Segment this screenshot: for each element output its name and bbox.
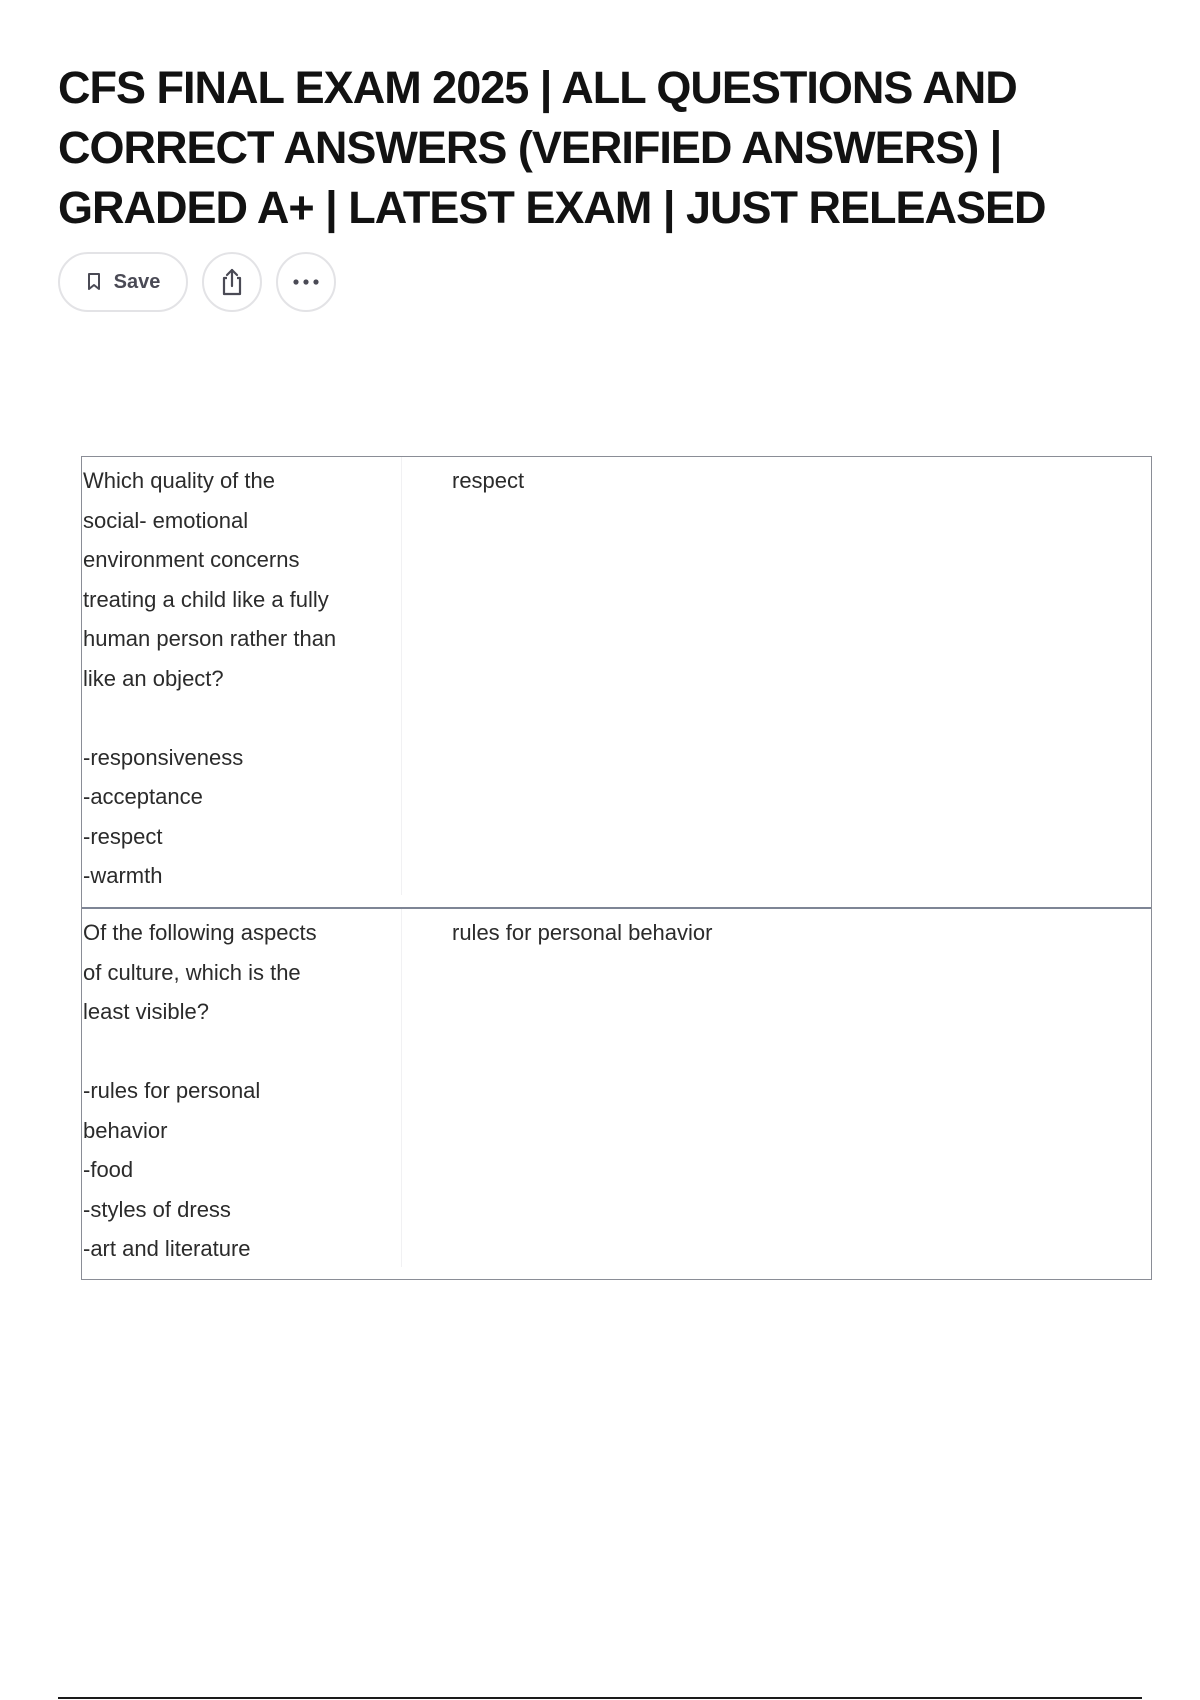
share-button[interactable] <box>202 252 262 312</box>
save-button-label: Save <box>113 270 161 293</box>
question-cell: Of the following aspects of culture, which is the least visible? -rules for personal behavior -food -styles of dress -art and literature <box>82 909 402 1267</box>
qa-row <box>82 907 1151 1279</box>
answer-cell: rules for personal behavior <box>452 920 713 945</box>
document-actions <box>58 252 336 312</box>
answer-cell: respect <box>452 468 525 493</box>
question-cell: Which quality of the social- emotional environment concerns treating a child like a fully human person rather than like an object? -responsiveness -acceptance -respect -warmth <box>82 457 402 895</box>
bookmark-icon <box>86 272 102 292</box>
qa-row <box>82 457 1151 907</box>
save-button[interactable] <box>58 252 188 312</box>
share-icon <box>218 267 246 297</box>
qa-table <box>81 456 1152 1280</box>
page-title: CFS FINAL EXAM 2025 | ALL QUESTIONS AND CORRECT ANSWERS (VERIFIED ANSWERS) | GRADED A+ | LATEST EXAM | JUST RELEASED <box>58 62 1046 233</box>
more-horizontal-icon <box>292 278 320 286</box>
more-options-button[interactable] <box>276 252 336 312</box>
page-divider <box>58 1697 1142 1699</box>
